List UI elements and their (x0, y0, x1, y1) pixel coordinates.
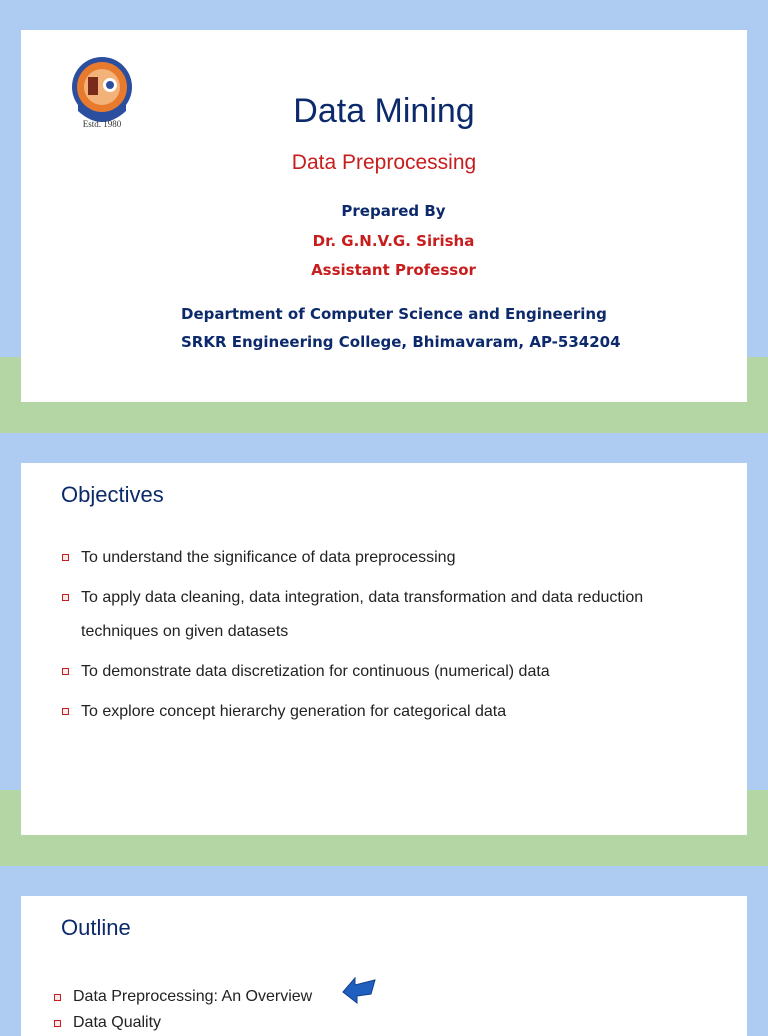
outline-list (53, 984, 312, 1036)
title-slide (21, 30, 747, 402)
college-name: SRKR Engineering College, Bhimavaram, AP-534204 (181, 333, 621, 351)
slide-subtitle: Data Preprocessing (291, 151, 477, 174)
prepared-by-label: Prepared By (341, 202, 446, 220)
square-bullet-icon (62, 554, 69, 561)
objectives-list (61, 541, 721, 735)
list-item: Data Preprocessing: An Overview (53, 984, 312, 1010)
seal-text: Estd. 1980 (82, 119, 122, 129)
outline-slide (21, 896, 747, 1036)
slide-title: Data Mining (293, 92, 475, 130)
outline-heading: Outline (61, 915, 131, 940)
list-item: Data Quality (53, 1010, 312, 1036)
list-item: To apply data cleaning, data integration, data transformation and data reduction techniques on given datasets (61, 581, 721, 649)
objectives-slide (21, 463, 747, 835)
author-name: Dr. G.N.V.G. Sirisha (312, 232, 475, 250)
square-bullet-icon (62, 708, 69, 715)
list-item: To demonstrate data discretization for continuous (numerical) data (61, 655, 721, 689)
department-name: Department of Computer Science and Engineering (181, 305, 607, 323)
square-bullet-icon (54, 994, 61, 1001)
list-item: To explore concept hierarchy generation for categorical data (61, 695, 721, 729)
square-bullet-icon (62, 594, 69, 601)
list-item: To understand the significance of data preprocessing (61, 541, 721, 575)
blue-arrow-icon (341, 974, 379, 1006)
author-designation: Assistant Professor (311, 261, 476, 279)
square-bullet-icon (62, 668, 69, 675)
objectives-heading: Objectives (61, 482, 164, 507)
